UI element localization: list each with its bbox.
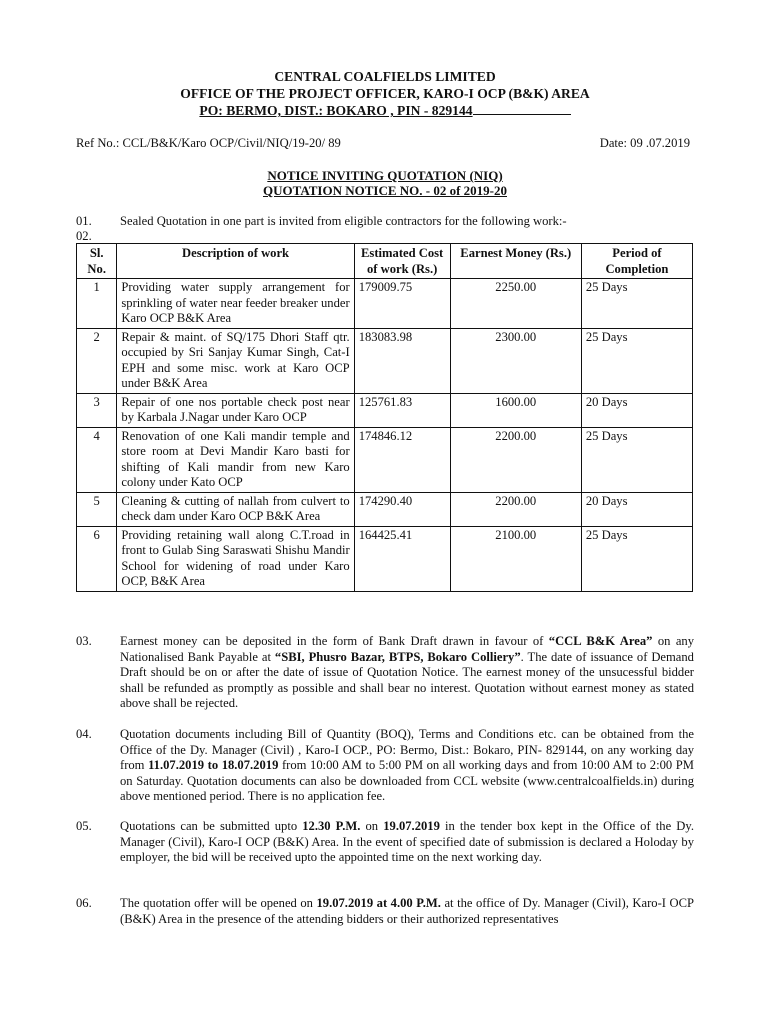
cell-period: 25 Days: [581, 328, 692, 393]
header-period: Period of Completion: [581, 244, 692, 279]
item-01-text: Sealed Quotation in one part is invited from eligible contractors for the following work:-: [120, 214, 567, 228]
item-05-part: in the tender box kept in the Office of the Dy. Manager (Civil), Karo-I OCP (B&K) Area. In the event of specified date of submission is declared a Holoday by employer, the bid will be received upto the appointed time on the next working day.: [120, 819, 694, 865]
header-description: Description of work: [117, 244, 354, 279]
table-row: [77, 279, 693, 329]
cell-earnest-money: 2100.00: [450, 526, 581, 591]
cell-period: 25 Days: [581, 279, 692, 329]
notice-number: QUOTATION NOTICE NO. - 02 of 2019-20: [263, 183, 507, 198]
item-06-number: 06.: [76, 896, 92, 910]
cell-description: Cleaning & cutting of nallah from culvert to check dam under Karo OCP B&K Area: [117, 492, 354, 526]
cell-description: Repair & maint. of SQ/175 Dhori Staff qtr. occupied by Sri Sanjay Kumar Singh, Cat-I EPH and some misc. work at Karo OCP under B&K Area: [117, 328, 354, 393]
cell-sl: 1: [77, 279, 117, 329]
header-estimated-cost: Estimated Cost of work (Rs.): [354, 244, 450, 279]
notice-title: NOTICE INVITING QUOTATION (NIQ): [267, 168, 503, 183]
item-03-text: [120, 634, 694, 712]
item-02-number: 02.: [76, 229, 92, 243]
cell-period: 25 Days: [581, 526, 692, 591]
table-row: [77, 328, 693, 393]
office-address: [0, 102, 770, 119]
cell-sl: 3: [77, 393, 117, 427]
cell-earnest-money: 2200.00: [450, 427, 581, 492]
cell-period: 20 Days: [581, 492, 692, 526]
table-row: [77, 492, 693, 526]
reference-number: Ref No.: CCL/B&K/Karo OCP/Civil/NIQ/19-20/ 89: [76, 136, 341, 150]
table-row: [77, 427, 693, 492]
cell-description: Providing water supply arrangement for sprinkling of water near feeder breaker under Karo OCP B&K Area: [117, 279, 354, 329]
cell-description: Repair of one nos portable check post near by Karbala J.Nagar under Karo OCP: [117, 393, 354, 427]
item-01-number: 01.: [76, 214, 92, 228]
item-05-part: on: [360, 819, 384, 833]
cell-earnest-money: 2300.00: [450, 328, 581, 393]
item-04-part: from 10:00 AM to 5:00 PM on all working days and from 10:00 AM to 2:00 PM on Saturday. Quotation documents can also be downloaded from CCL website (www.centralcoalfields.in) during above mentioned period. There is no application fee.: [120, 758, 694, 804]
item-03-number: 03.: [76, 634, 92, 648]
cell-sl: 4: [77, 427, 117, 492]
item-03-part: Earnest money can be deposited in the form of Bank Draft drawn in favour of: [120, 634, 549, 648]
item-05-part: Quotations can be submitted upto: [120, 819, 303, 833]
cell-earnest-money: 2200.00: [450, 492, 581, 526]
item-05-text: [120, 819, 694, 866]
item-06-part: at the office of Dy. Manager (Civil), Karo-I OCP (B&K) Area in the presence of the attending bidders or their authorized representatives: [120, 896, 694, 926]
office-address-text: PO: BERMO, DIST.: BOKARO , PIN - 829144: [199, 103, 473, 118]
cell-earnest-money: 1600.00: [450, 393, 581, 427]
cell-estimated-cost: 179009.75: [354, 279, 450, 329]
item-04-bold: 11.07.2019 to 18.07.2019: [148, 758, 279, 773]
works-table: [76, 243, 693, 592]
table-header-row: [77, 244, 693, 279]
cell-estimated-cost: 174290.40: [354, 492, 450, 526]
office-name: OFFICE OF THE PROJECT OFFICER, KARO-I OCP (B&K) AREA: [180, 86, 590, 101]
item-06-part: The quotation offer will be opened on: [120, 896, 317, 910]
cell-estimated-cost: 125761.83: [354, 393, 450, 427]
cell-period: 20 Days: [581, 393, 692, 427]
address-underline: [473, 102, 571, 115]
cell-earnest-money: 2250.00: [450, 279, 581, 329]
item-06-bold: 19.07.2019 at 4.00 P.M.: [316, 896, 441, 910]
cell-sl: 6: [77, 526, 117, 591]
cell-sl: 2: [77, 328, 117, 393]
cell-description: Providing retaining wall along C.T.road in front to Gulab Sing Saraswati Shishu Mandir School for widening of road under Karo OCP, B&K Area: [117, 526, 354, 591]
item-03-bold: “CCL B&K Area”: [548, 634, 653, 648]
item-04-part: Quotation documents including Bill of Quantity (BOQ), Terms and Conditions etc. can be obtained from the Office of the Dy. Manager (Civil) , Karo-I OCP., PO: Bermo, Dist.: Bokaro, PIN- 829144, on any working day from: [120, 727, 694, 773]
item-04-text: [120, 727, 694, 805]
item-06-text: [120, 896, 694, 927]
cell-estimated-cost: 174846.12: [354, 427, 450, 492]
item-05-number: 05.: [76, 819, 92, 833]
item-03-part: on any Nationalised Bank Payable at: [120, 634, 695, 664]
item-03-part: . The date of issuance of Demand Draft should be on or after the date of issue of Quotation Notice. The earnest money of the unsucessful bidder shall be refunded as promptly as possible and shall bear no interest. Quotation without earnest money as stated above shall be rejected.: [120, 649, 694, 711]
cell-estimated-cost: 183083.98: [354, 328, 450, 393]
cell-estimated-cost: 164425.41: [354, 526, 450, 591]
table-row: [77, 526, 693, 591]
header-sl-no: Sl. No.: [77, 244, 117, 279]
item-03-bold: “SBI, Phusro Bazar, BTPS, Bokaro Colliery”: [274, 649, 521, 664]
cell-description: Renovation of one Kali mandir temple and store room at Devi Mandir Karo basti for shifting of Kali mandir from new Karo colony under Kato OCP: [117, 427, 354, 492]
cell-sl: 5: [77, 492, 117, 526]
notice-date: Date: 09 .07.2019: [599, 136, 690, 150]
item-04-number: 04.: [76, 727, 92, 741]
item-05-bold: 12.30 P.M.: [302, 819, 361, 833]
cell-period: 25 Days: [581, 427, 692, 492]
table-row: [77, 393, 693, 427]
item-05-bold: 19.07.2019: [383, 819, 440, 833]
header-earnest-money: Earnest Money (Rs.): [450, 244, 581, 279]
company-name: CENTRAL COALFIELDS LIMITED: [274, 69, 496, 84]
